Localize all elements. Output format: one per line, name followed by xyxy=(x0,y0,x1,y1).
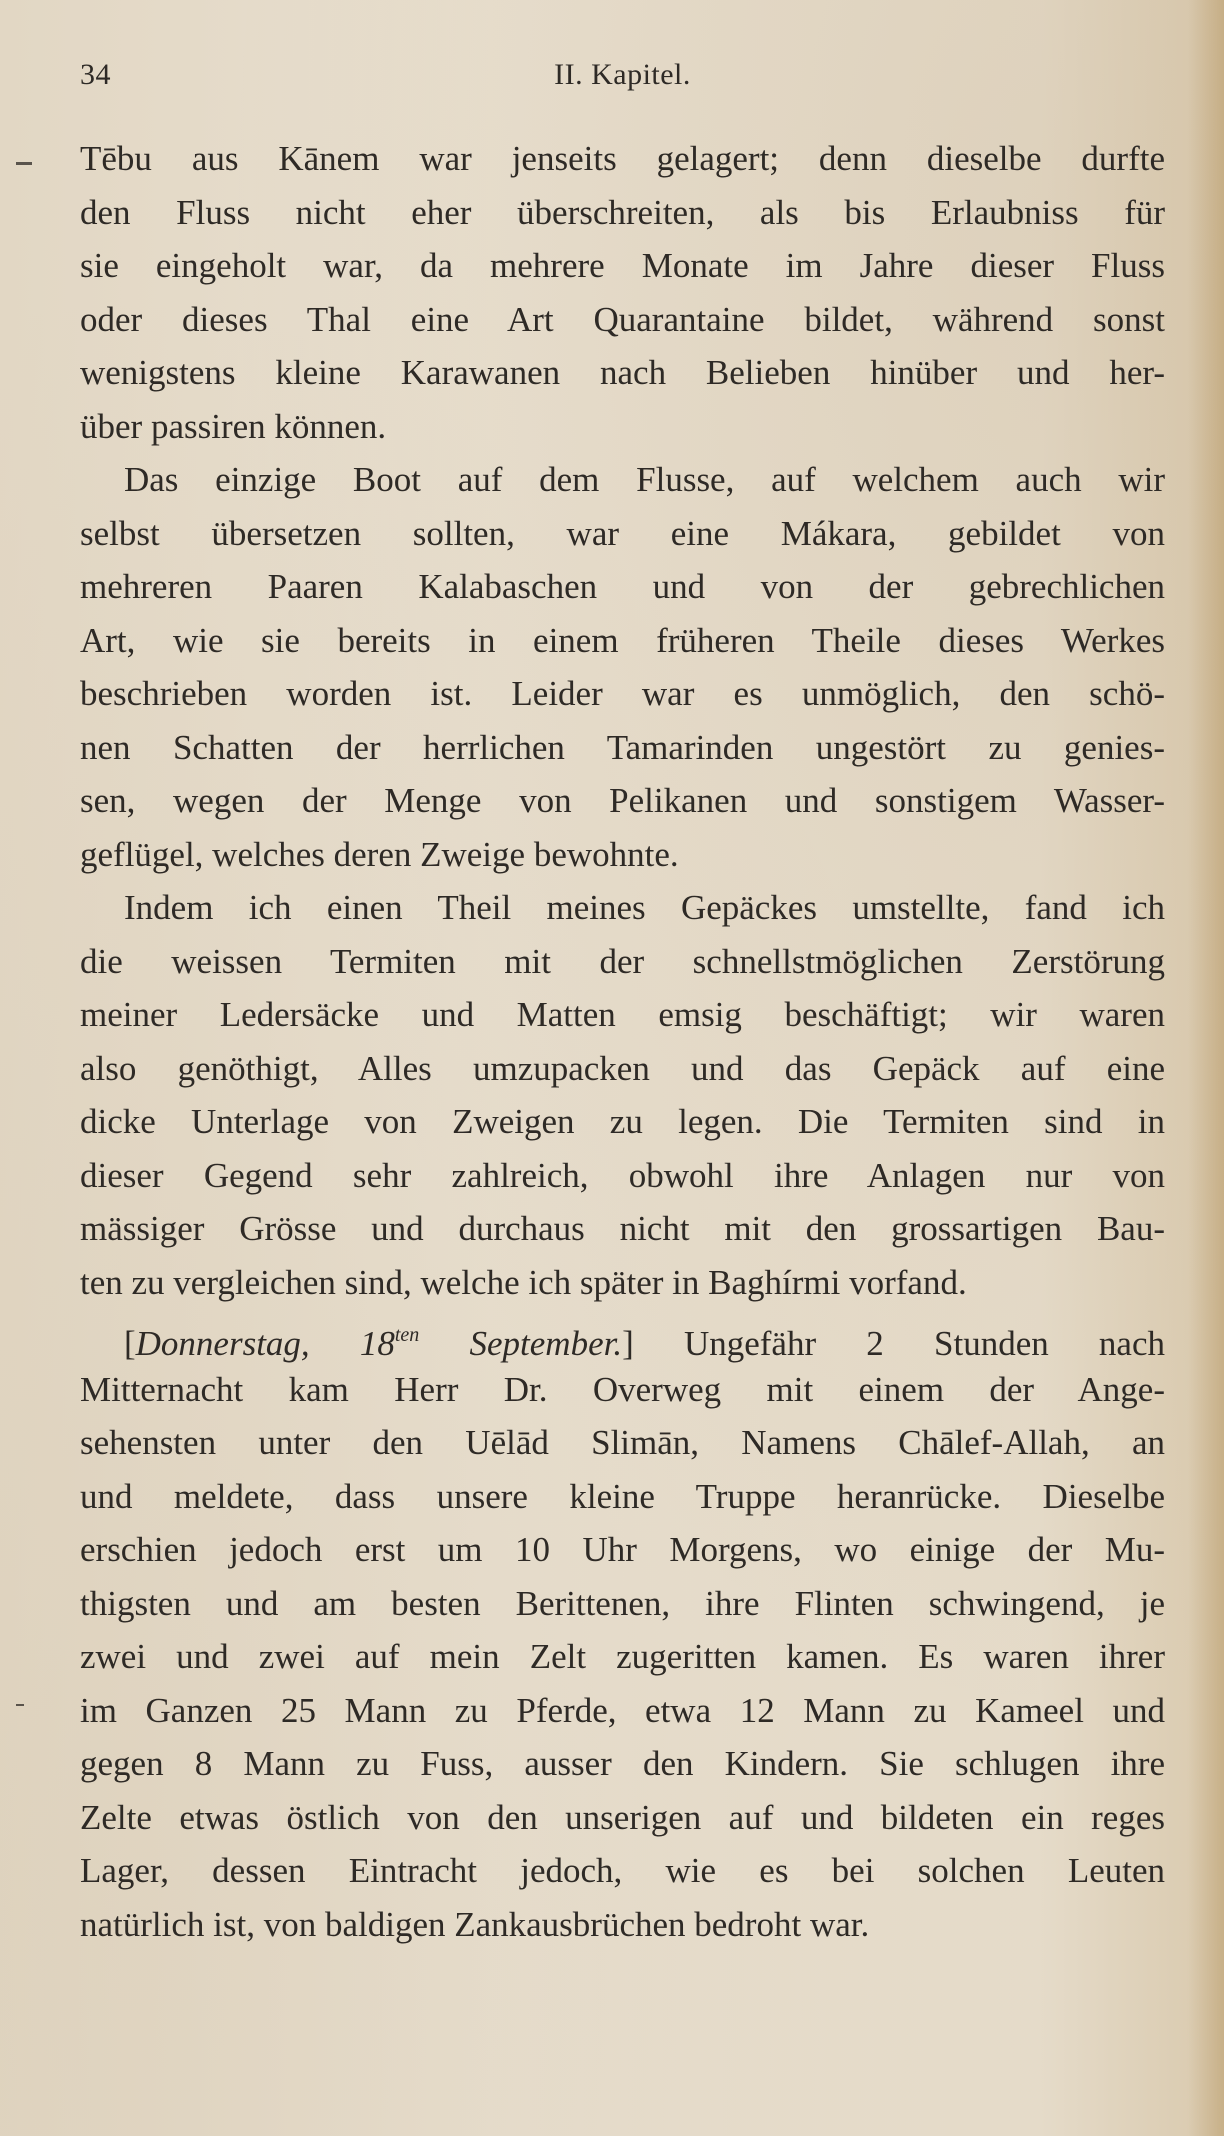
text-line: sie eingeholt war, da mehrere Monate im Jahre dieser Fluss xyxy=(80,246,1165,285)
text-line: zwei und zwei auf mein Zelt zugeritten kamen. Es waren ihrer xyxy=(80,1637,1165,1676)
text-line: Lager, dessen Eintracht jedoch, wie es bei solchen Leuten xyxy=(80,1851,1165,1890)
text-line: Mitternacht kam Herr Dr. Overweg mit einem der Ange- xyxy=(80,1369,1165,1409)
text-line: nen Schatten der herrlichen Tamarinden ungestört zu genies- xyxy=(80,727,1165,767)
text-line: mässiger Grösse und durchaus nicht mit den grossartigen Bau- xyxy=(80,1209,1165,1248)
page-number: 34 xyxy=(80,58,111,91)
text-line: und meldete, dass unsere kleine Truppe heranrücke. Dieselbe xyxy=(80,1476,1165,1516)
text-line: meiner Ledersäcke und Matten emsig beschäftigt; wir waren xyxy=(80,995,1165,1034)
text-line: dicke Unterlage von Zweigen zu legen. Die Termiten sind in xyxy=(80,1102,1165,1141)
text-line: geflügel, welches deren Zweige bewohnte. xyxy=(80,834,679,874)
text-line: selbst übersetzen sollten, war eine Mákara, gebildet von xyxy=(80,513,1165,553)
text-line: erschien jedoch erst um 10 Uhr Morgens, wo einige der Mu- xyxy=(80,1530,1165,1569)
margin-mark xyxy=(16,1704,24,1706)
text-line: sen, wegen der Menge von Pelikanen und sonstigem Wasser- xyxy=(80,781,1165,820)
entry-day: Donnerstag, 18 xyxy=(135,1324,395,1363)
running-head: II. Kapitel. xyxy=(554,58,691,91)
text-line: über passiren können. xyxy=(80,406,387,446)
margin-mark xyxy=(16,162,32,165)
text-line: beschrieben worden ist. Leider war es unmöglich, den schö- xyxy=(80,674,1165,713)
text-line: thigsten und am besten Berittenen, ihre Flinten schwingend, je xyxy=(80,1583,1165,1623)
text-line: die weissen Termiten mit der schnellstmöglichen Zerstörung xyxy=(80,941,1165,981)
text-line: Das einzige Boot auf dem Flusse, auf welchem auch wir xyxy=(124,460,1165,499)
text-line: dieser Gegend sehr zahlreich, obwohl ihre Anlagen nur von xyxy=(80,1155,1165,1195)
text-line: Indem ich einen Theil meines Gepäckes umstellte, fand ich xyxy=(124,888,1165,927)
text-line: natürlich ist, von baldigen Zankausbrüchen bedroht war. xyxy=(80,1904,870,1944)
text-line: Art, wie sie bereits in einem früheren Theile dieses Werkes xyxy=(80,620,1165,660)
body-text xyxy=(80,132,1165,1951)
text-line: den Fluss nicht eher überschreiten, als bis Erlaubniss für xyxy=(80,192,1165,232)
text-line: im Ganzen 25 Mann zu Pferde, etwa 12 Mann zu Kameel und xyxy=(80,1690,1165,1730)
text-line: wenigstens kleine Karawanen nach Belieben hinüber und her- xyxy=(80,353,1165,392)
text-line: mehreren Paaren Kalabaschen und von der gebrechlichen xyxy=(80,567,1165,606)
text-line: Zelte etwas östlich von den unserigen auf und bildeten ein reges xyxy=(80,1797,1165,1837)
text-line: Tēbu aus Kānem war jenseits gelagert; denn dieselbe durfte xyxy=(80,139,1165,178)
entry-month: September. xyxy=(419,1324,623,1363)
page-header xyxy=(80,58,1165,108)
bracket-open: [ xyxy=(124,1324,136,1363)
text-line: ten zu vergleichen sind, welche ich später in Baghírmi vorfand. xyxy=(80,1262,967,1302)
page-edge-shadow xyxy=(1188,0,1224,2136)
bracket-close: ] xyxy=(622,1324,634,1363)
entry-text: Ungefähr 2 Stunden nach xyxy=(633,1324,1165,1363)
text-line: sehensten unter den Uēlād Slimān, Namens Chālef-Allah, an xyxy=(80,1423,1165,1462)
dated-entry-line xyxy=(80,1309,1165,1363)
entry-day-suffix: ten xyxy=(394,1324,420,1346)
text-line: oder dieses Thal eine Art Quarantaine bildet, während sonst xyxy=(80,299,1165,339)
text-line: also genöthigt, Alles umzupacken und das Gepäck auf eine xyxy=(80,1048,1165,1088)
text-line: gegen 8 Mann zu Fuss, ausser den Kindern. Sie schlugen ihre xyxy=(80,1744,1165,1783)
